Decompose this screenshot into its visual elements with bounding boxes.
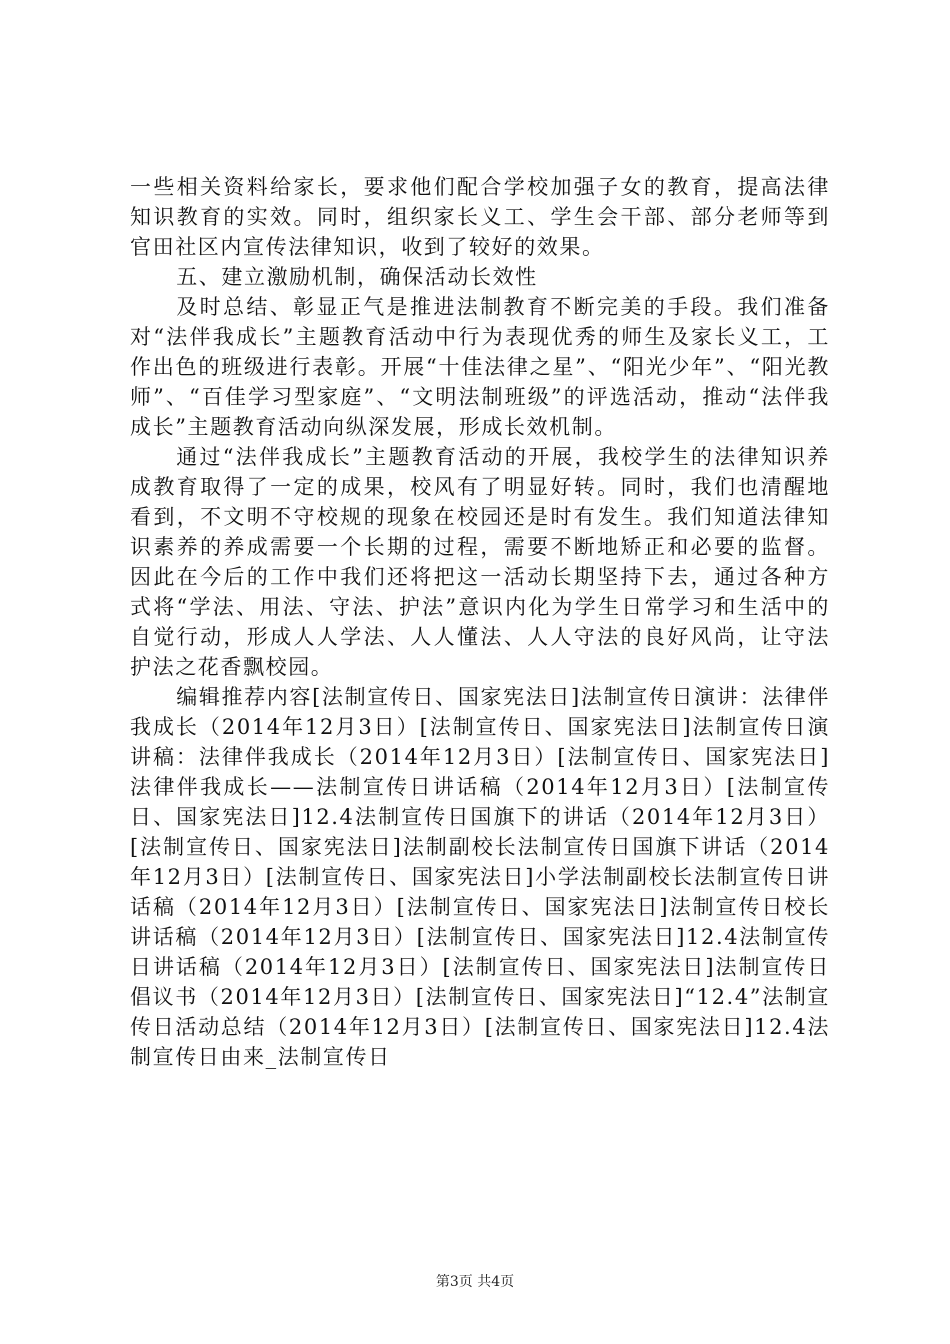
section-heading-five: 五、建立激励机制，确保活动长效性 xyxy=(176,265,538,289)
paragraph-incentive: 及时总结、彰显正气是推进法制教育不断完美的手段。我们准备对“法伴我成长”主题教育活动中行为表现优秀的师生及家长义工，工作出色的班级进行表彰。开展“十佳法律之星”、“阳光少年”、“阳光教师”、“百佳学习型家庭”、“文明法制班级”的评选活动，推动“法伴我成长”主题教育活动向纵深发展，形成长效机制。 xyxy=(130,295,830,439)
paragraph-intro: 一些相关资料给家长，要求他们配合学校加强子女的教育，提高法律知识教育的实效。同时，组织家长义工、学生会干部、部分老师等到官田社区内宣传法律知识，收到了较好的效果。 xyxy=(130,175,830,259)
document-body xyxy=(130,172,830,1072)
paragraph-recommended: 编辑推荐内容[法制宣传日、国家宪法日]法制宣传日演讲：法律伴我成长（2014年12月3日）[法制宣传日、国家宪法日]法制宣传日演讲稿：法律伴我成长（2014年12月3日）[法制宣传日、国家宪法日]法律伴我成长——法制宣传日讲话稿（2014年12月3日）[法制宣传日、国家宪法日]12.4法制宣传日国旗下的讲话（2014年12月3日）[法制宣传日、国家宪法日]法制副校长法制宣传日国旗下讲话（2014年12月3日）[法制宣传日、国家宪法日]小学法制副校长法制宣传日讲话稿（2014年12月3日）[法制宣传日、国家宪法日]法制宣传日校长讲话稿（2014年12月3日）[法制宣传日、国家宪法日]12.4法制宣传日讲话稿（2014年12月3日）[法制宣传日、国家宪法日]法制宣传日倡议书（2014年12月3日）[法制宣传日、国家宪法日]“12.4”法制宣传日活动总结（2014年12月3日）[法制宣传日、国家宪法日]12.4法制宣传日由来_法制宣传日 xyxy=(130,685,830,1069)
page-footer: 第3页 共4页 xyxy=(435,1274,515,1290)
paragraph-summary: 通过“法伴我成长”主题教育活动的开展，我校学生的法律知识养成教育取得了一定的成果，校风有了明显好转。同时，我们也清醒地看到，不文明不守校规的现象在校园还是时有发生。我们知道法律知识素养的养成需要一个长期的过程，需要不断地矫正和必要的监督。因此在今后的工作中我们还将把这一活动长期坚持下去，通过各种方式将“学法、用法、守法、护法”意识内化为学生日常学习和生活中的自觉行动，形成人人学法、人人懂法、人人守法的良好风尚，让守法护法之花香飘校园。 xyxy=(130,445,830,679)
